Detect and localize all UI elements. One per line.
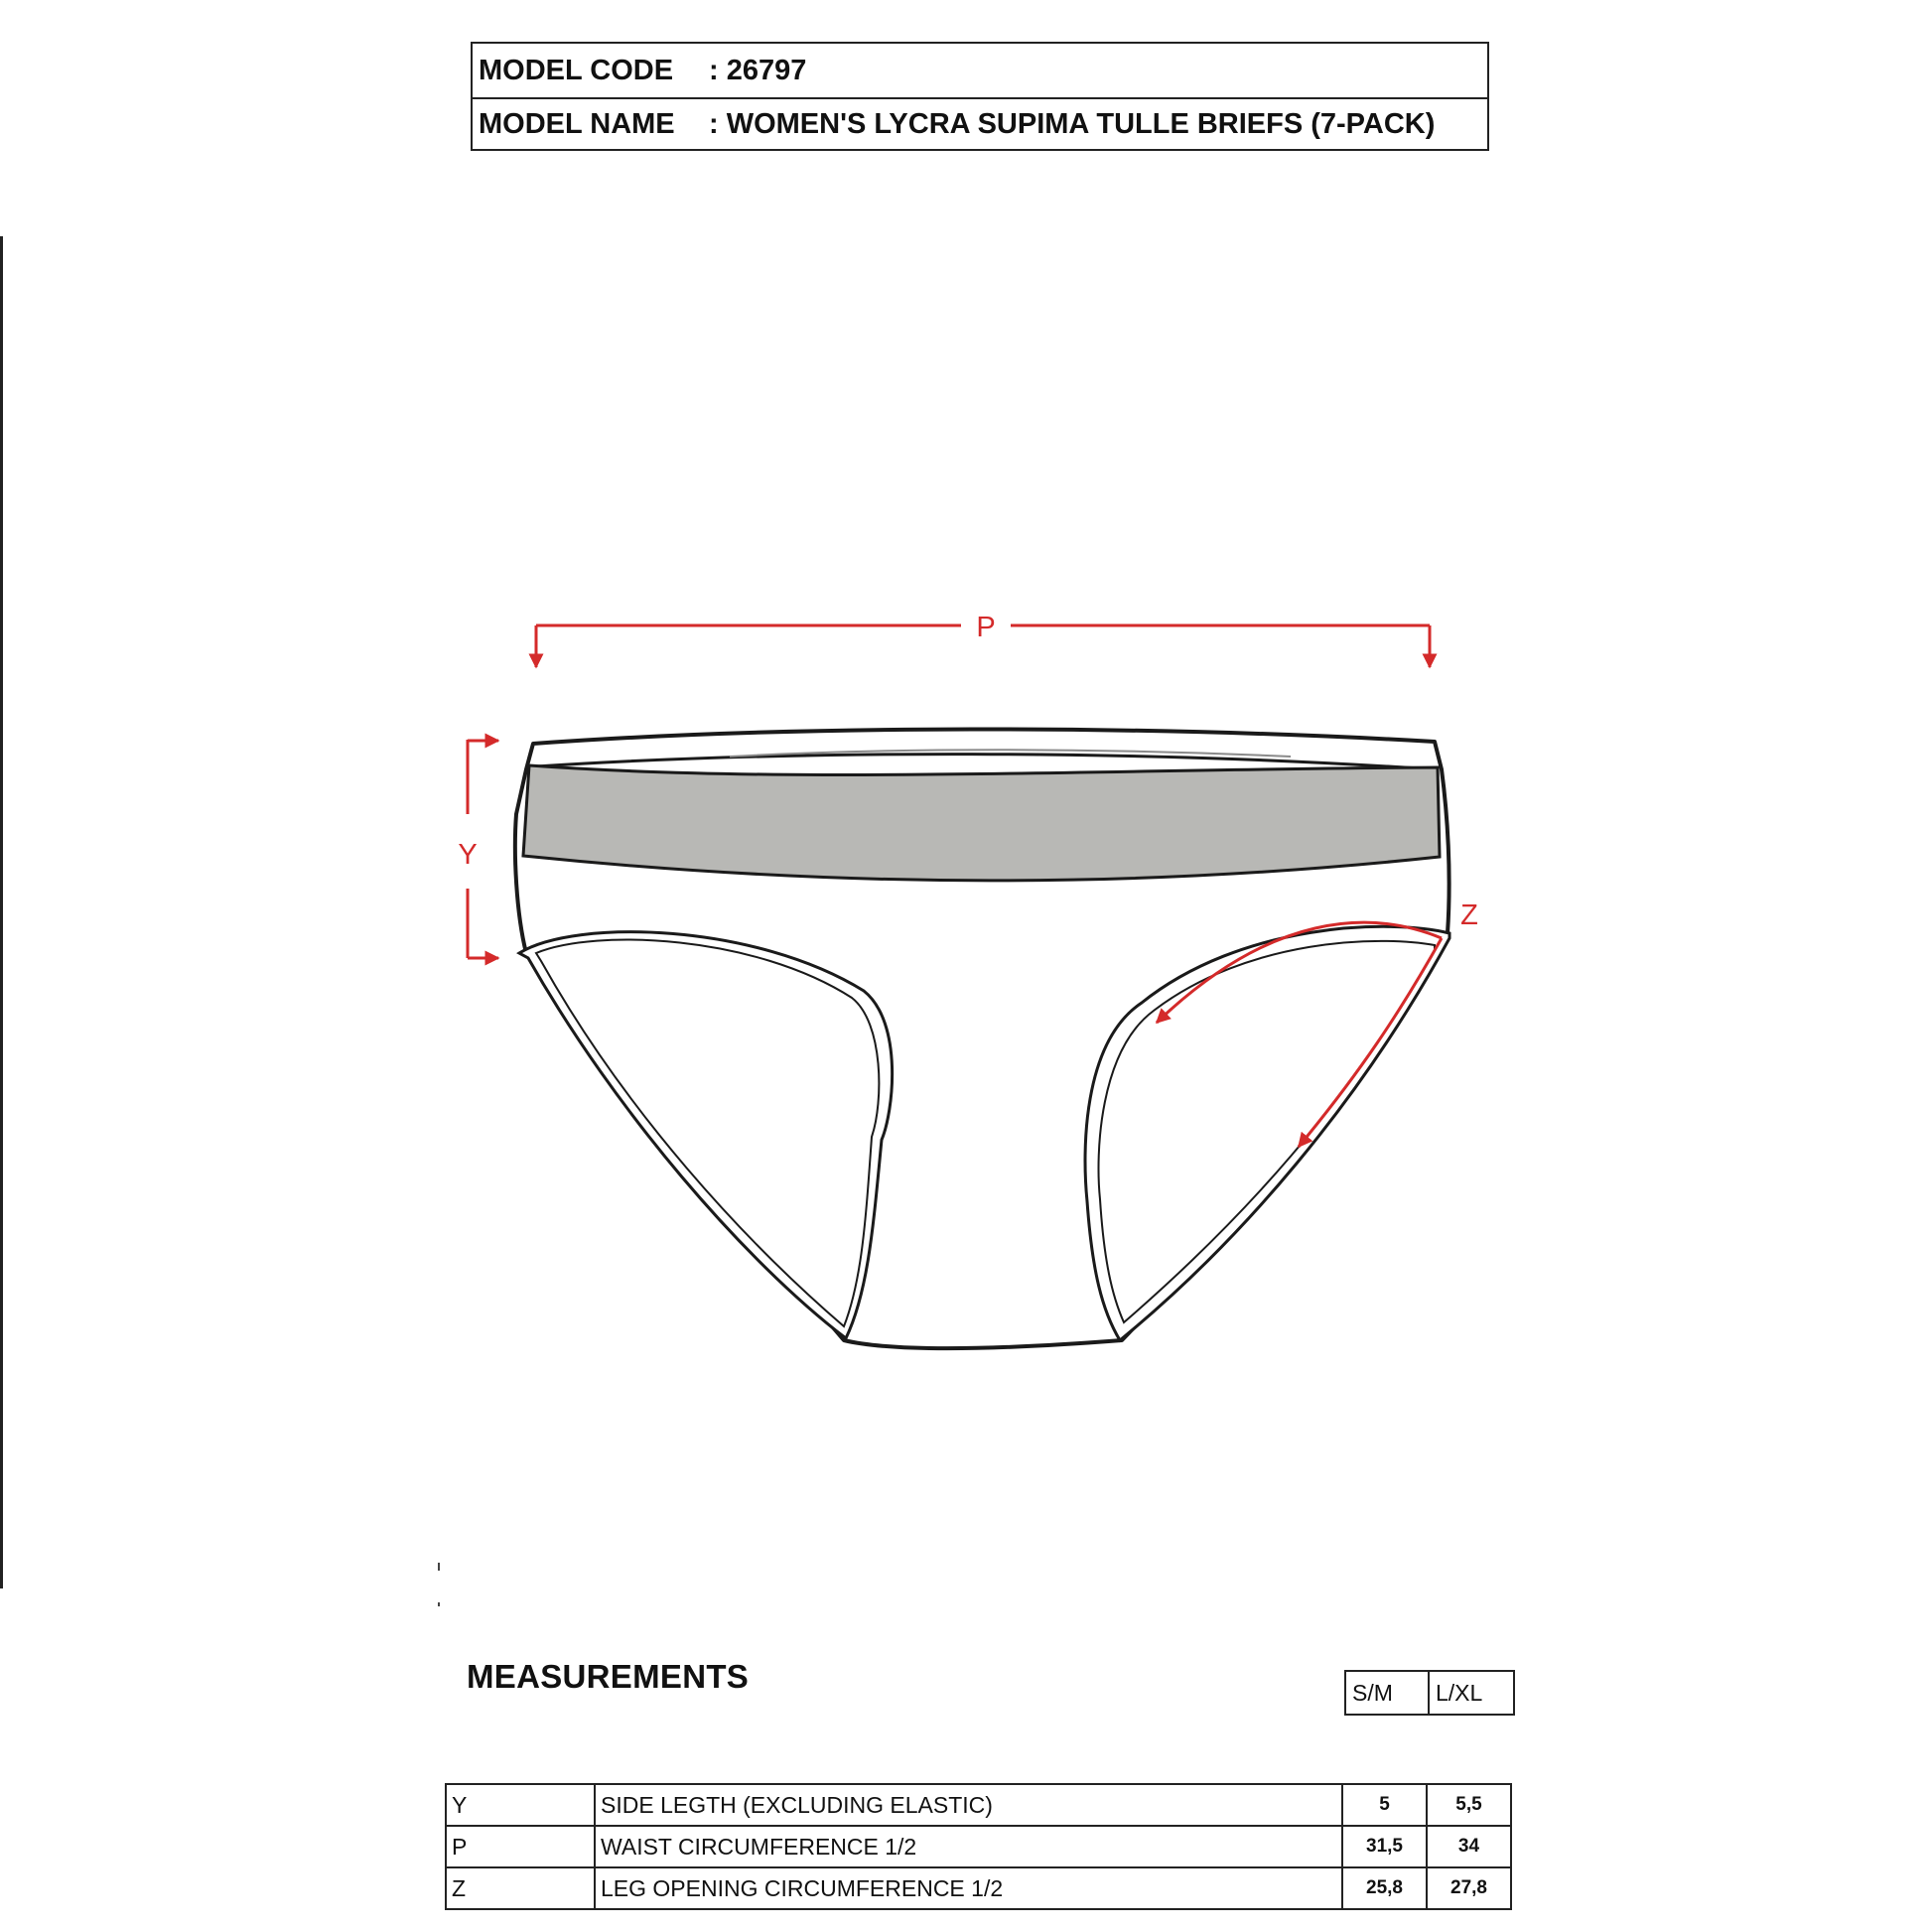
size-sm-header: S/M <box>1346 1672 1430 1714</box>
measure-sm-value: 5 <box>1342 1784 1427 1826</box>
measure-sm-value: 31,5 <box>1342 1826 1427 1867</box>
model-code-label: MODEL CODE <box>479 54 674 86</box>
measurements-table <box>445 1783 1512 1910</box>
measure-description: LEG OPENING CIRCUMFERENCE 1/2 <box>595 1867 1342 1909</box>
measure-lxl-value: 34 <box>1427 1826 1511 1867</box>
measure-code: Y <box>446 1784 595 1826</box>
measure-lxl-value: 27,8 <box>1427 1867 1511 1909</box>
label-z: Z <box>1460 899 1478 931</box>
left-leg-opening-outer <box>519 932 893 1338</box>
waistband <box>523 765 1440 881</box>
model-code-value: : 26797 <box>709 54 807 86</box>
size-lxl-header: L/XL <box>1436 1679 1483 1706</box>
table-row <box>446 1784 1511 1826</box>
measure-sm-value: 25,8 <box>1342 1867 1427 1909</box>
model-name-value: : WOMEN'S LYCRA SUPIMA TULLE BRIEFS (7-PACK) <box>709 107 1436 140</box>
label-p: P <box>976 612 996 643</box>
measure-description: SIDE LEGTH (EXCLUDING ELASTIC) <box>595 1784 1342 1826</box>
measure-lxl-value: 5,5 <box>1427 1784 1511 1826</box>
table-row <box>446 1867 1511 1909</box>
size-header <box>1344 1670 1515 1716</box>
label-y: Y <box>458 839 478 871</box>
measure-code: P <box>446 1826 595 1867</box>
measure-code: Z <box>446 1867 595 1909</box>
table-row <box>446 1826 1511 1867</box>
model-name-label: MODEL NAME <box>479 107 675 140</box>
measure-description: WAIST CIRCUMFERENCE 1/2 <box>595 1826 1342 1867</box>
measurements-title: MEASUREMENTS <box>467 1658 750 1695</box>
